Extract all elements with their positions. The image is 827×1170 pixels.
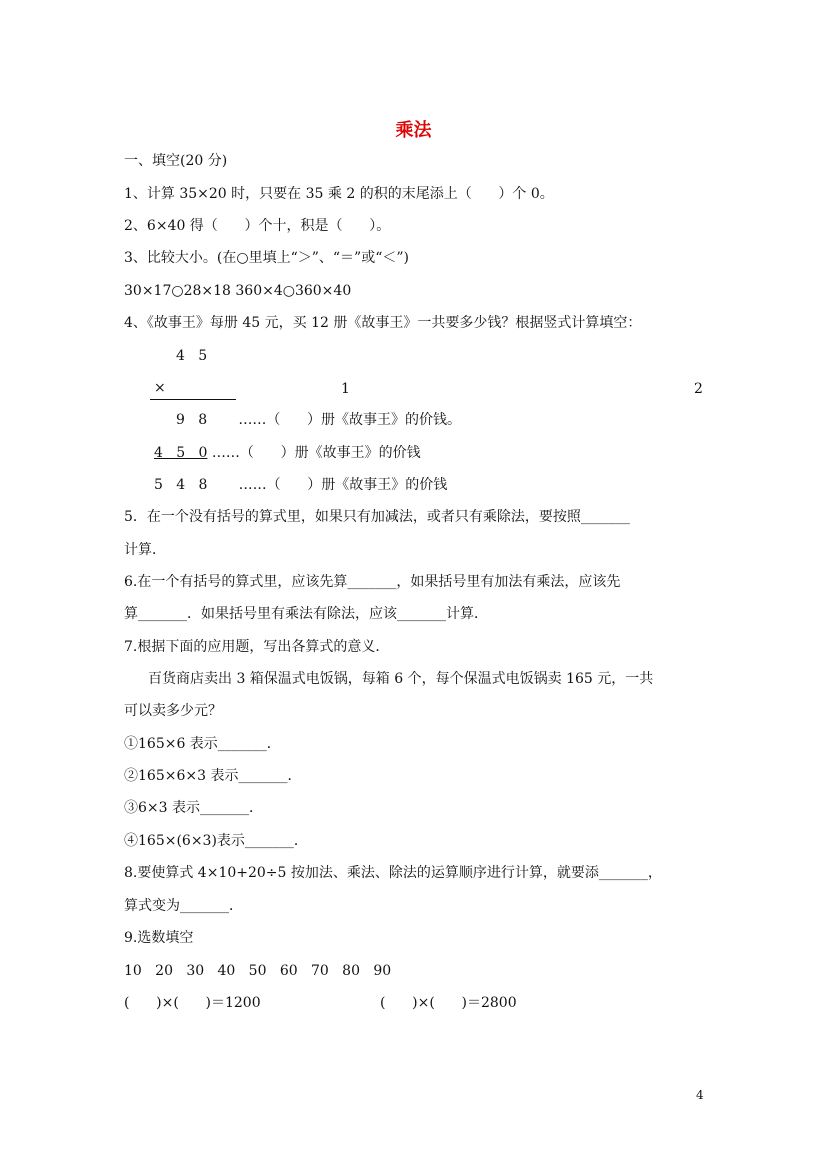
vertical-calc-top: 4 5 [176, 348, 208, 364]
question-5-line-2: 计算． [124, 542, 166, 558]
question-9: 9.选数填空 [124, 930, 194, 946]
vertical-calc-digit-1: 1 [341, 381, 350, 397]
question-8-line-1: 8.要使算式 4×10+20÷5 按加法、乘法、除法的运算顺序进行计算，就要添_______， [124, 865, 662, 881]
question-7-item-3: ③6×3 表示_______． [124, 800, 263, 816]
question-4: 4、《故事王》每册 45 元，买 12 册《故事王》一共要多少钱？根据竖式计算填空： [124, 315, 642, 331]
question-5-line-1: 5．在一个没有括号的算式里，如果只有加减法，或者只有乘除法，要按照_______ [124, 509, 630, 525]
section-heading: 一、填空(20 分) [124, 153, 228, 169]
question-7-problem-line-2: 可以卖多少元？ [124, 703, 222, 719]
question-7: 7.根据下面的应用题，写出各算式的意义． [124, 639, 390, 655]
vertical-calc-rule [150, 399, 236, 400]
question-9-numbers: 10 20 30 40 50 60 70 80 90 [124, 963, 392, 979]
question-8-line-2: 算式变为_______． [124, 898, 243, 914]
question-7-item-4: ④165×(6×3)表示_______． [124, 833, 308, 849]
vertical-calc-digit-2: 2 [694, 381, 703, 397]
page-number: 4 [696, 1088, 704, 1102]
question-9-equation-1: ( )×( )＝1200 [124, 995, 261, 1011]
question-2: 2、6×40 得（ ）个十，积是（ ）。 [124, 218, 391, 234]
vertical-calc-row-2-number: 4 5 0 [154, 445, 208, 461]
question-3: 3、比较大小。(在○里填上“＞”、“＝”或“＜”) [124, 250, 409, 266]
question-6-line-1: 6.在一个有括号的算式里，应该先算_______，如果括号里有加法有乘法，应该先 [124, 574, 621, 590]
question-6-line-2: 算_______．如果括号里有乘法有除法，应该_______计算． [124, 606, 488, 622]
question-3-items: 30×17○28×18 360×4○360×40 [124, 283, 352, 299]
vertical-calc-row-1: 9 8 ……（ ）册《故事王》的价钱。 [176, 412, 462, 428]
vertical-calc-row-2-text: ……（ ）册《故事王》的价钱 [207, 445, 421, 461]
page-title: 乘法 [395, 120, 432, 141]
question-7-item-2: ②165×6×3 表示_______． [124, 768, 302, 784]
vertical-calc-row-3: 5 4 8 ……（ ）册《故事王》的价钱 [154, 477, 448, 493]
vertical-calc-times: × [154, 380, 166, 396]
question-7-problem-line-1: 百货商店卖出 3 箱保温式电饭锅，每箱 6 个，每个保温式电饭锅卖 165 元，一共 [148, 671, 654, 687]
question-1: 1、计算 35×20 时，只要在 35 乘 2 的积的末尾添上（ ）个 0。 [124, 186, 554, 202]
vertical-calc-row-2 [154, 444, 421, 462]
question-7-item-1: ①165×6 表示_______． [124, 736, 281, 752]
question-9-equation-2: ( )×( )＝2800 [380, 995, 517, 1011]
